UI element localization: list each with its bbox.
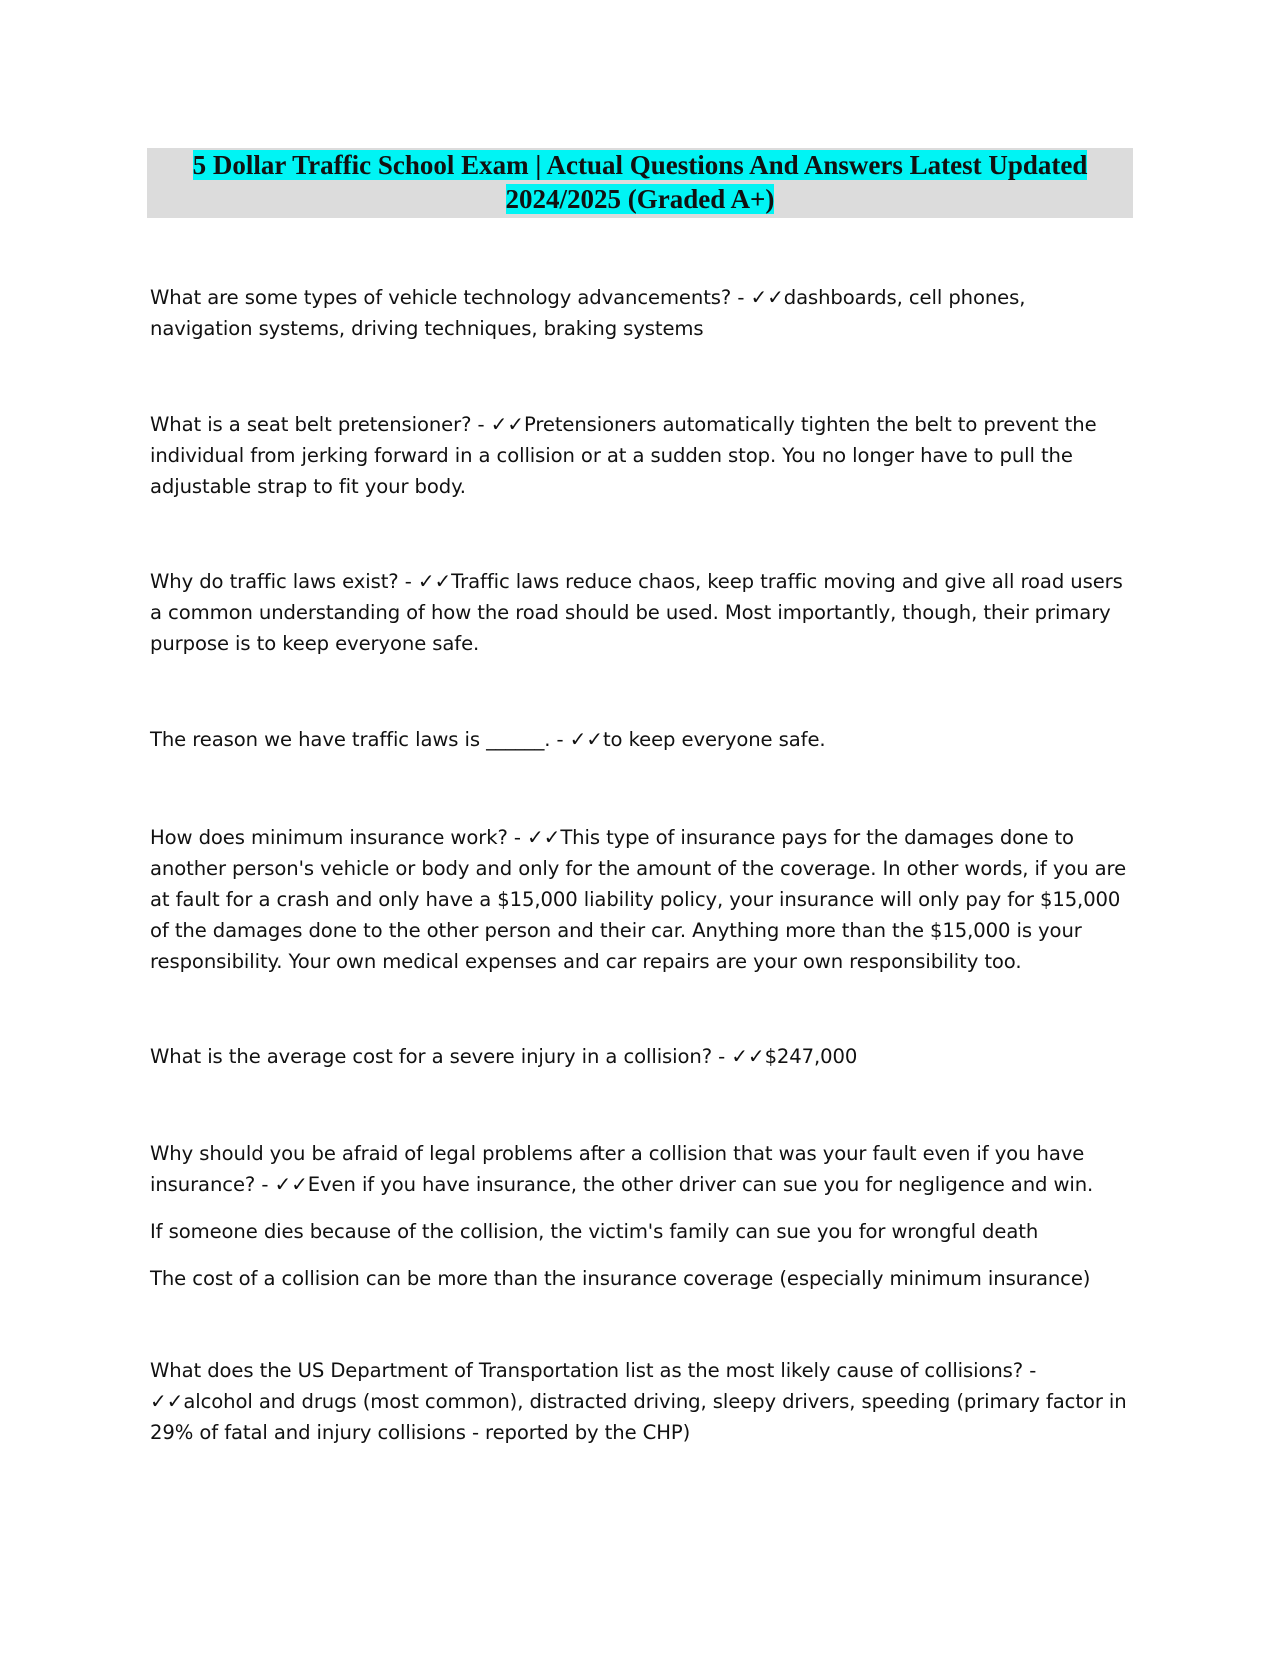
qa-item-5: How does minimum insurance work? - ✓✓This type of insurance pays for the damages done to another person's vehicle or body and only for the amount of the coverage. In other words, if you are at fault for a crash and only have a $15,000 liability policy, your insurance will only pay for $15,000 of the damages done to the other person and their car. Anything more than the $15,000 is your responsibility. Your own medical expenses and car repairs are your own responsibility too. xyxy=(150,825,1127,973)
answer-text: $247,000 xyxy=(764,1045,858,1068)
question-text: What are some types of vehicle technology advancements? xyxy=(150,286,732,309)
question-text: What is the average cost for a severe injury in a collision? xyxy=(150,1045,712,1068)
document-title xyxy=(147,148,1133,218)
qa-item-3: Why do traffic laws exist? - ✓✓Traffic laws reduce chaos, keep traffic moving and give all road users a common understanding of how the road should be used. Most importantly, though, their primary purpose is to keep everyone safe. xyxy=(150,569,1123,655)
qa-item-1: What are some types of vehicle technology advancements? - ✓✓dashboards, cell phones, navigation systems, driving techniques, braking systems xyxy=(150,285,1026,340)
qa-item-8: What does the US Department of Transportation list as the most likely cause of collisions? - ✓✓alcohol and drugs (most common), distracted driving, sleepy drivers, speeding (primary factor in 29% of fatal and injury collisions - reported by the CHP) xyxy=(150,1359,1127,1444)
question-text: How does minimum insurance work? xyxy=(150,826,508,849)
qa-item-4: The reason we have traffic laws is ______. - ✓✓to keep everyone safe. xyxy=(150,727,826,751)
answer-text: Even if you have insurance, the other driver can sue you for negligence and win. xyxy=(307,1173,1094,1196)
answer-text: to keep everyone safe. xyxy=(602,728,826,751)
title-line-1: 5 Dollar Traffic School Exam | Actual Questions And Answers Latest Updated xyxy=(192,150,1088,180)
question-text: Why should you be afraid of legal problems after a collision that was your fault even if you have insurance? xyxy=(150,1142,1085,1196)
qa-item-7: Why should you be afraid of legal problems after a collision that was your fault even if you have insurance? - ✓✓Even if you have insurance, the other driver can sue you for negligence and win. If someone dies because of the collision, the victim's family can sue you for wrongful death The cost of a collision can be more than the insurance coverage (especially minimum insurance) xyxy=(150,1138,1130,1294)
answer-text: alcohol and drugs (most common), distracted driving, sleepy drivers, speeding (primary factor in 29% of fatal and injury collisions - reported by the CHP) xyxy=(150,1390,1127,1444)
checkmark-icon: ✓✓ xyxy=(274,1172,308,1196)
question-text: Why do traffic laws exist? xyxy=(150,570,399,593)
checkmark-icon: ✓✓ xyxy=(526,825,561,849)
answer-text: This type of insurance pays for the damages done to another person's vehicle or body and only for the amount of the coverage. In other words, if you are at fault for a crash and only have a $15,000 liability policy, your insurance will only pay for $15,000 of the damages done to the other person and their car. Anything more than the $15,000 is your responsibility. Your own medical expenses and car repairs are your own responsibility too. xyxy=(150,826,1127,973)
checkmark-icon: ✓✓ xyxy=(150,1389,184,1413)
qa-item-6: What is the average cost for a severe injury in a collision? - ✓✓$247,000 xyxy=(150,1044,858,1068)
answer-text: dashboards, cell phones, navigation systems, driving techniques, braking systems xyxy=(150,286,1026,340)
question-text: The reason we have traffic laws is ______. xyxy=(150,728,551,751)
answer-extra-1: If someone dies because of the collision, the victim's family can sue you for wrongful death xyxy=(150,1220,1039,1243)
checkmark-icon: ✓✓ xyxy=(750,285,784,309)
answer-text: Traffic laws reduce chaos, keep traffic moving and give all road users a common understanding of how the road should be used. Most importantly, though, their primary purpose is to keep everyone safe. xyxy=(150,570,1123,655)
checkmark-icon: ✓✓ xyxy=(731,1044,765,1068)
question-text: What does the US Department of Transportation list as the most likely cause of collisions? xyxy=(150,1359,1024,1382)
checkmark-icon: ✓✓ xyxy=(569,727,603,751)
answer-extra-2: The cost of a collision can be more than the insurance coverage (especially minimum insurance) xyxy=(150,1267,1091,1290)
checkmark-icon: ✓✓ xyxy=(490,412,524,436)
checkmark-icon: ✓✓ xyxy=(417,569,452,593)
answer-text: Pretensioners automatically tighten the belt to prevent the individual from jerking forward in a collision or at a sudden stop. You no longer have to pull the adjustable strap to fit your body. xyxy=(150,413,1097,498)
title-line-2: 2024/2025 (Graded A+) xyxy=(505,184,775,214)
question-text: What is a seat belt pretensioner? xyxy=(150,413,472,436)
qa-item-2: What is a seat belt pretensioner? - ✓✓Pretensioners automatically tighten the belt to prevent the individual from jerking forward in a collision or at a sudden stop. You no longer have to pull the adjustable strap to fit your body. xyxy=(150,412,1097,498)
